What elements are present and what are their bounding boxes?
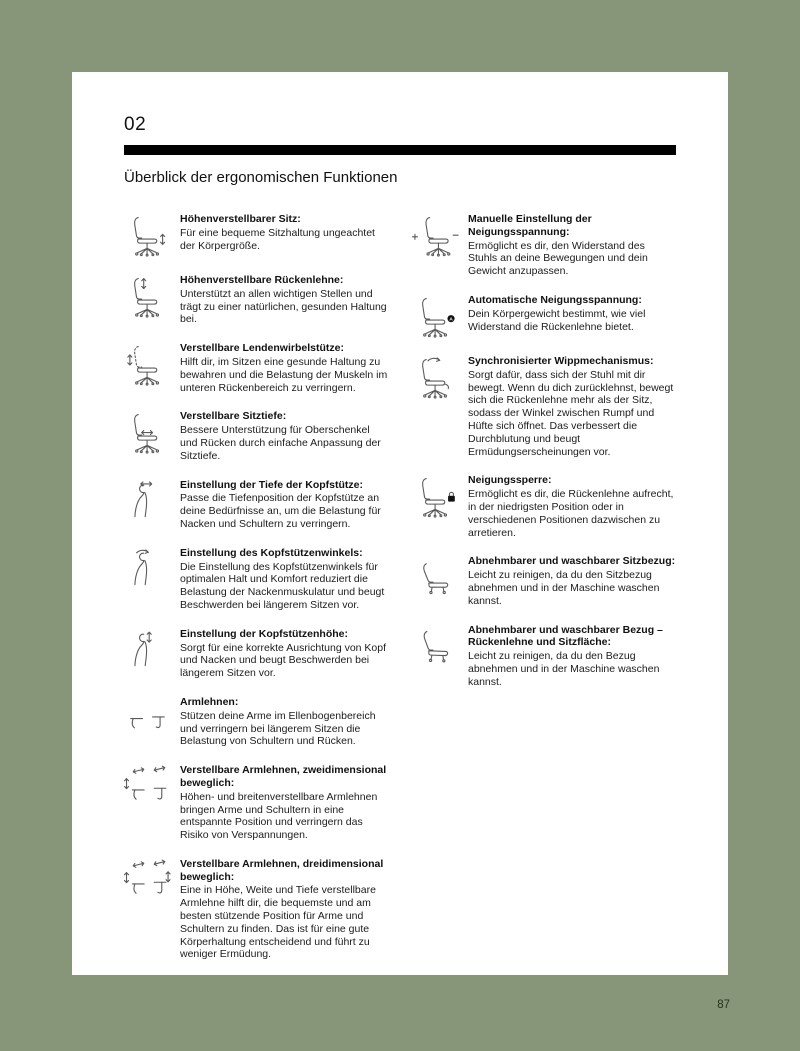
feature-item <box>124 696 388 748</box>
armrests-2d-icon <box>124 765 171 809</box>
feature-text <box>180 696 388 748</box>
feature-item <box>124 628 388 680</box>
feature-text <box>180 628 388 680</box>
feature-icon-box <box>124 479 180 531</box>
feature-item <box>124 858 388 961</box>
page-number: 87 <box>717 999 730 1011</box>
feature-item <box>124 764 388 842</box>
feature-icon-box <box>412 555 468 607</box>
feature-description: Passe die Tiefenposition der Kopfstütze an deine Bedürfnisse an, um die Belastung für Nacken und Schultern zu verringern. <box>180 492 381 530</box>
feature-description: Ermöglicht es dir, den Widerstand des Stuhls an deine Bewegungen und dein Gewicht anzupassen. <box>468 239 648 278</box>
feature-item <box>124 342 388 394</box>
feature-icon-box <box>124 547 180 612</box>
feature-icon-box <box>124 858 180 961</box>
feature-text <box>180 213 388 258</box>
feature-title: Abnehmbarer und waschbarer Bezug – Rückenlehne und Sitzfläche: <box>468 623 663 649</box>
feature-text <box>180 547 388 612</box>
feature-icon-box <box>124 764 180 842</box>
feature-text <box>180 858 388 961</box>
feature-text <box>180 479 388 531</box>
catalog-page <box>72 72 728 975</box>
feature-title: Abnehmbarer und waschbarer Sitzbezug: <box>468 555 676 568</box>
feature-item <box>412 355 676 458</box>
feature-description: Sorgt für eine korrekte Ausrichtung von Kopf und Nacken und beugt Beschwerden bei längerem Sitzen vor. <box>180 641 387 680</box>
feature-item <box>124 547 388 612</box>
chair-seat-depth-icon <box>124 411 171 455</box>
feature-text <box>468 555 676 607</box>
feature-icon-box <box>412 474 468 539</box>
feature-column-left <box>124 213 388 977</box>
feature-description: Bessere Unterstützung für Oberschenkel und Rücken durch einfache Anpassung der Sitztiefe. <box>180 424 381 462</box>
feature-text <box>468 624 676 689</box>
feature-text <box>180 410 388 462</box>
feature-item <box>412 624 676 689</box>
feature-title: Manuelle Einstellung der Neigungsspannung: <box>468 213 592 238</box>
feature-text <box>468 355 676 458</box>
feature-title: Verstellbare Sitztiefe: <box>180 410 287 423</box>
feature-title: Armlehnen: <box>180 695 239 708</box>
feature-description: Unterstützt an allen wichtigen Stellen und trägt zu einer natürlichen, gesunden Haltung bei. <box>180 287 387 326</box>
feature-icon-box <box>124 696 180 748</box>
feature-item <box>124 479 388 531</box>
feature-description: Ermöglicht es dir, die Rückenlehne aufrecht, in der niedrigsten Position oder in verschiedenen Positionen dazwischen zu arretieren. <box>468 488 674 539</box>
feature-title: Automatische Neigungsspannung: <box>468 293 642 306</box>
feature-description: Sorgt dafür, dass sich der Stuhl mit dir bewegt. Wenn du dich zurücklehnst, bewegt sich die Rückenlehne mehr als der Sitz, sodass der Winkel zwischen Rumpf und Hüfte sich öffnet. Das verbessert die Durchblutung und beugt Ermüdungserscheinungen vor. <box>468 368 674 458</box>
feature-icon-box <box>412 294 468 339</box>
page-title: Überblick der ergonomischen Funktionen <box>124 169 398 186</box>
feature-text <box>180 342 388 394</box>
feature-description: Eine in Höhe, Weite und Tiefe verstellbare Armlehne hilft dir, die bequemste und am besten stützende Position für Arme und Schultern zu finden. Das ist für eine gute Körperhaltung entscheidend und führt zu weniger Ermüdung. <box>180 884 376 961</box>
feature-description: Die Einstellung des Kopfstützenwinkels für optimalen Halt und Komfort reduziert die Belastung der Nackenmuskulatur und beugt Beschwerden bei längerem Sitzen vor. <box>180 560 385 611</box>
feature-title: Höhenverstellbarer Sitz: <box>180 213 301 225</box>
feature-description: Höhen- und breitenverstellbare Armlehnen bringen Arme und Schultern in eine entspannte Position und verringern das Risiko von Verspannungen. <box>180 790 378 842</box>
feature-text <box>468 294 676 339</box>
headrest-angle-icon <box>124 548 171 592</box>
feature-icon-box <box>412 213 468 278</box>
feature-item <box>124 213 388 258</box>
feature-icon-box <box>412 624 468 689</box>
chair-tilt-tension-auto-icon <box>412 295 459 339</box>
feature-item <box>412 555 676 607</box>
feature-icon-box <box>124 213 180 258</box>
chair-seat-height-icon <box>124 214 171 258</box>
chair-tilt-lock-icon <box>412 475 459 519</box>
feature-columns <box>124 213 676 977</box>
feature-item <box>124 410 388 462</box>
feature-icon-box <box>124 342 180 394</box>
feature-title: Verstellbare Armlehnen, dreidimensional beweglich: <box>180 857 384 883</box>
feature-title: Höhenverstellbare Rückenlehne: <box>180 274 344 286</box>
headrest-depth-icon <box>124 480 171 524</box>
chair-backrest-height-icon <box>124 275 171 319</box>
feature-description: Stützen deine Arme im Ellenbogenbereich und verringern bei längerem Sitzen die Belastung von Schultern und Rücken. <box>180 709 376 748</box>
feature-icon-box <box>124 274 180 326</box>
feature-text <box>180 274 388 326</box>
feature-icon-box <box>124 410 180 462</box>
seat-cover-removable-icon <box>412 556 459 600</box>
feature-text <box>468 474 676 539</box>
section-number: 02 <box>124 114 147 135</box>
feature-description: Leicht zu reinigen, da du den Sitzbezug abnehmen und in der Maschine waschen kannst. <box>468 569 660 607</box>
chair-synchro-tilt-icon <box>412 356 459 400</box>
feature-item <box>412 213 676 278</box>
feature-icon-box <box>412 355 468 458</box>
chair-lumbar-support-icon <box>124 343 171 387</box>
feature-title: Einstellung der Kopfstützenhöhe: <box>180 627 348 640</box>
feature-title: Verstellbare Lendenwirbelstütze: <box>180 342 344 355</box>
divider-bar <box>124 145 676 155</box>
feature-title: Synchronisierter Wippmechanismus: <box>468 354 654 367</box>
feature-item <box>124 274 388 326</box>
armrests-icon <box>124 697 171 741</box>
feature-text <box>468 213 676 278</box>
armrests-3d-icon <box>124 859 171 903</box>
full-cover-removable-icon <box>412 625 459 669</box>
feature-description: Für eine bequeme Sitzhaltung ungeachtet der Körpergröße. <box>180 226 375 252</box>
feature-title: Einstellung des Kopfstützenwinkels: <box>180 546 363 559</box>
feature-title: Verstellbare Armlehnen, zweidimensional beweglich: <box>180 764 387 789</box>
feature-item <box>412 474 676 539</box>
feature-icon-box <box>124 628 180 680</box>
feature-title: Einstellung der Tiefe der Kopfstütze: <box>180 478 363 491</box>
feature-description: Dein Körpergewicht bestimmt, wie viel Widerstand die Rückenlehne bietet. <box>468 307 646 333</box>
feature-title: Neigungssperre: <box>468 474 552 487</box>
headrest-height-icon <box>124 629 171 673</box>
feature-description: Hilft dir, im Sitzen eine gesunde Haltung zu bewahren und die Belastung der Muskeln im unteren Rückenbereich zu verringern. <box>180 355 388 394</box>
feature-item <box>412 294 676 339</box>
feature-column-right <box>412 213 676 977</box>
feature-text <box>180 764 388 842</box>
feature-description: Leicht zu reinigen, da du den Bezug abnehmen und in der Maschine waschen kannst. <box>468 650 660 688</box>
chair-tilt-tension-manual-icon <box>412 214 459 258</box>
